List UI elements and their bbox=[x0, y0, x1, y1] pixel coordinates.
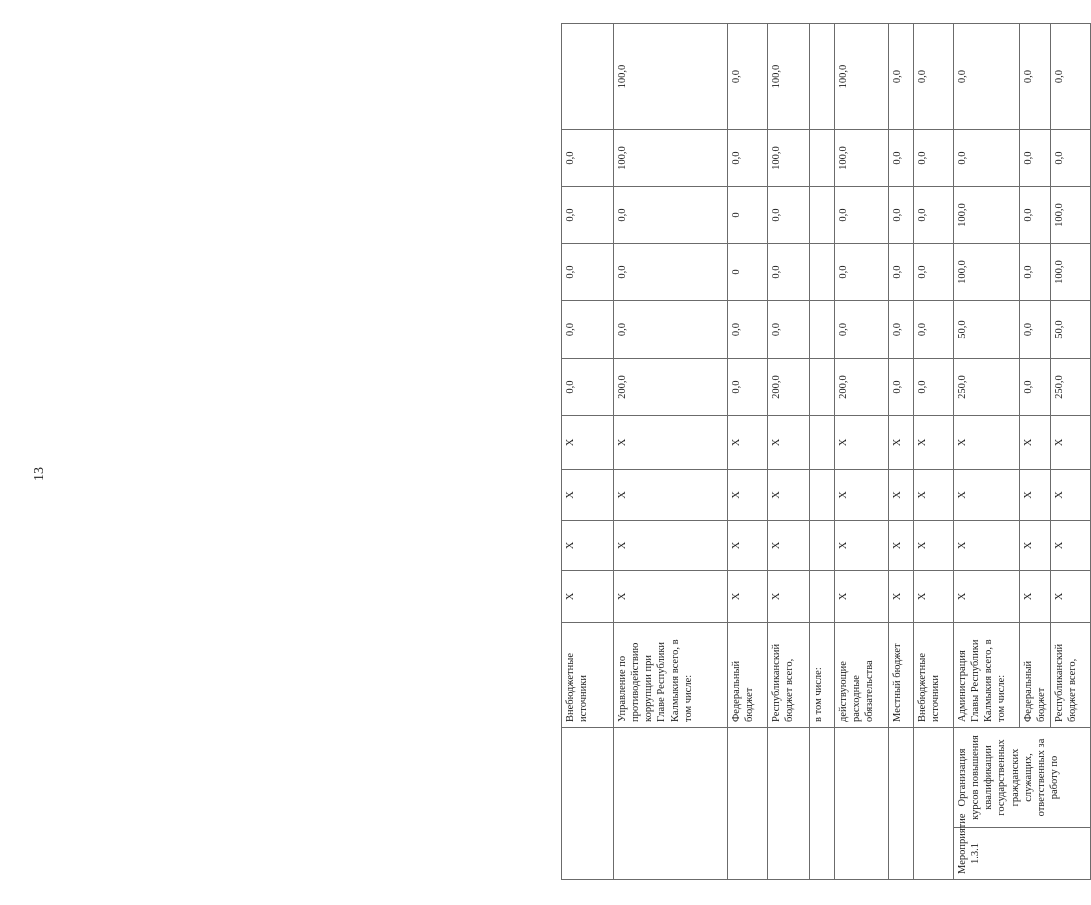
empty-cell bbox=[810, 244, 835, 301]
value-cell: 100,0 bbox=[768, 130, 810, 187]
value-cell: X bbox=[1051, 416, 1091, 470]
empty-cell bbox=[810, 521, 835, 571]
blank-cell bbox=[835, 728, 889, 880]
value-cell: X bbox=[914, 571, 954, 623]
value-cell: 0,0 bbox=[889, 301, 914, 359]
funding-source-cell: Управление по противодействию коррупции при Главе Республики Калмыкия всего, в том числе: bbox=[614, 623, 728, 728]
value-cell: X bbox=[954, 521, 1020, 571]
value-cell: X bbox=[1051, 470, 1091, 521]
value-cell: 0,0 bbox=[562, 301, 614, 359]
value-cell: X bbox=[1051, 521, 1091, 571]
table-row bbox=[889, 24, 914, 880]
empty-cell bbox=[810, 359, 835, 416]
value-cell: X bbox=[889, 470, 914, 521]
value-cell: X bbox=[728, 571, 768, 623]
table-row bbox=[768, 24, 810, 880]
blank-cell bbox=[768, 728, 810, 880]
value-cell: X bbox=[768, 571, 810, 623]
value-cell: 0,0 bbox=[914, 301, 954, 359]
value-cell: X bbox=[889, 416, 914, 470]
blank-cell bbox=[562, 728, 614, 880]
blank-cell bbox=[728, 728, 768, 880]
value-cell: 0,0 bbox=[1020, 244, 1051, 301]
value-cell: X bbox=[954, 470, 1020, 521]
funding-source-cell: в том числе: bbox=[810, 623, 835, 728]
empty-cell bbox=[810, 130, 835, 187]
empty-cell bbox=[810, 187, 835, 244]
value-cell: X bbox=[728, 521, 768, 571]
value-cell: 0,0 bbox=[728, 130, 768, 187]
value-cell: 0,0 bbox=[914, 187, 954, 244]
value-cell: 250,0 bbox=[1051, 359, 1091, 416]
funding-source-cell: Федеральный бюджет bbox=[1020, 623, 1051, 728]
empty-cell bbox=[562, 24, 614, 130]
value-cell: 100,0 bbox=[835, 24, 889, 130]
value-cell: X bbox=[614, 416, 728, 470]
activity-code-cell: Мероприятие 1.3.1 bbox=[954, 828, 1091, 880]
page-number: 13 bbox=[32, 467, 47, 481]
funding-source-cell: Внебюджетные источники bbox=[562, 623, 614, 728]
value-cell: X bbox=[835, 521, 889, 571]
table-row bbox=[728, 24, 768, 880]
value-cell: X bbox=[562, 521, 614, 571]
value-cell: 0,0 bbox=[1020, 130, 1051, 187]
value-cell: X bbox=[835, 470, 889, 521]
value-cell: 0,0 bbox=[889, 130, 914, 187]
funding-source-cell: Внебюджетные источники bbox=[914, 623, 954, 728]
funding-source-cell: Местный бюджет bbox=[889, 623, 914, 728]
value-cell: 0,0 bbox=[728, 359, 768, 416]
value-cell: 50,0 bbox=[954, 301, 1020, 359]
value-cell: X bbox=[728, 416, 768, 470]
value-cell: X bbox=[1051, 571, 1091, 623]
value-cell: 0,0 bbox=[914, 24, 954, 130]
value-cell: 0,0 bbox=[1051, 24, 1091, 130]
value-cell: X bbox=[1020, 416, 1051, 470]
empty-cell bbox=[810, 24, 835, 130]
value-cell: 0,0 bbox=[914, 244, 954, 301]
value-cell: X bbox=[1020, 571, 1051, 623]
value-cell: 0,0 bbox=[768, 244, 810, 301]
value-cell: 200,0 bbox=[614, 359, 728, 416]
value-cell: X bbox=[835, 571, 889, 623]
value-cell: X bbox=[562, 571, 614, 623]
value-cell: 0,0 bbox=[1020, 301, 1051, 359]
value-cell: X bbox=[1020, 470, 1051, 521]
value-cell: 0,0 bbox=[1020, 359, 1051, 416]
value-cell: 200,0 bbox=[835, 359, 889, 416]
funding-source-cell: действующие расходные обязательства bbox=[835, 623, 889, 728]
value-cell: 0,0 bbox=[728, 301, 768, 359]
value-cell: X bbox=[914, 470, 954, 521]
value-cell: X bbox=[954, 571, 1020, 623]
landscape-table-area bbox=[561, 24, 1079, 880]
value-cell: 0 bbox=[728, 187, 768, 244]
value-cell: 0,0 bbox=[728, 24, 768, 130]
blank-cell bbox=[889, 728, 914, 880]
value-cell: 0,0 bbox=[914, 130, 954, 187]
value-cell: 0,0 bbox=[562, 359, 614, 416]
value-cell: 0,0 bbox=[562, 130, 614, 187]
value-cell: 0,0 bbox=[914, 359, 954, 416]
table-row bbox=[835, 24, 889, 880]
value-cell: X bbox=[954, 416, 1020, 470]
value-cell: 0,0 bbox=[1051, 130, 1091, 187]
value-cell: X bbox=[914, 416, 954, 470]
value-cell: X bbox=[562, 416, 614, 470]
value-cell: 0,0 bbox=[768, 301, 810, 359]
value-cell: 0,0 bbox=[614, 187, 728, 244]
value-cell: 100,0 bbox=[614, 130, 728, 187]
empty-cell bbox=[810, 416, 835, 470]
value-cell: 0,0 bbox=[768, 187, 810, 244]
value-cell: 0,0 bbox=[562, 187, 614, 244]
value-cell: 100,0 bbox=[768, 24, 810, 130]
value-cell: 0,0 bbox=[954, 130, 1020, 187]
value-cell: 0,0 bbox=[835, 187, 889, 244]
value-cell: 0,0 bbox=[889, 359, 914, 416]
value-cell: X bbox=[562, 470, 614, 521]
value-cell: 100,0 bbox=[614, 24, 728, 130]
funding-source-cell: Республиканский бюджет всего, bbox=[1051, 623, 1091, 728]
value-cell: 0,0 bbox=[562, 244, 614, 301]
funding-source-cell: Федеральный бюджет bbox=[728, 623, 768, 728]
empty-cell bbox=[810, 301, 835, 359]
value-cell: X bbox=[1020, 521, 1051, 571]
value-cell: 50,0 bbox=[1051, 301, 1091, 359]
blank-cell bbox=[614, 728, 728, 880]
value-cell: 0 bbox=[728, 244, 768, 301]
value-cell: X bbox=[914, 521, 954, 571]
value-cell: 0,0 bbox=[614, 301, 728, 359]
blank-cell bbox=[914, 728, 954, 880]
value-cell: X bbox=[889, 521, 914, 571]
table-row bbox=[914, 24, 954, 880]
value-cell: X bbox=[614, 571, 728, 623]
value-cell: 0,0 bbox=[1020, 187, 1051, 244]
value-cell: 0,0 bbox=[889, 244, 914, 301]
table-row bbox=[562, 24, 614, 880]
value-cell: X bbox=[728, 470, 768, 521]
value-cell: 100,0 bbox=[1051, 244, 1091, 301]
value-cell: 0,0 bbox=[889, 24, 914, 130]
value-cell: 0,0 bbox=[835, 301, 889, 359]
table-row bbox=[614, 24, 728, 880]
value-cell: 0,0 bbox=[954, 24, 1020, 130]
table-row bbox=[954, 24, 1020, 880]
empty-cell bbox=[810, 470, 835, 521]
table-row bbox=[810, 24, 835, 880]
value-cell: X bbox=[835, 416, 889, 470]
value-cell: 0,0 bbox=[889, 187, 914, 244]
value-cell: 100,0 bbox=[954, 244, 1020, 301]
budget-table bbox=[561, 23, 1091, 880]
value-cell: X bbox=[889, 571, 914, 623]
activity-description-cell: Организация курсов повышения квалификации государственных гражданских служащих, ответственных за работу по bbox=[954, 728, 1091, 828]
value-cell: 100,0 bbox=[954, 187, 1020, 244]
value-cell: X bbox=[768, 416, 810, 470]
value-cell: X bbox=[614, 521, 728, 571]
empty-cell bbox=[810, 571, 835, 623]
funding-source-cell: Республиканский бюджет всего, bbox=[768, 623, 810, 728]
funding-source-cell: Администрация Главы Республики Калмыкия всего, в том числе: bbox=[954, 623, 1020, 728]
value-cell: 0,0 bbox=[835, 244, 889, 301]
value-cell: X bbox=[614, 470, 728, 521]
value-cell: 0,0 bbox=[1020, 24, 1051, 130]
value-cell: X bbox=[768, 521, 810, 571]
value-cell: 100,0 bbox=[1051, 187, 1091, 244]
value-cell: X bbox=[768, 470, 810, 521]
value-cell: 0,0 bbox=[614, 244, 728, 301]
value-cell: 200,0 bbox=[768, 359, 810, 416]
value-cell: 250,0 bbox=[954, 359, 1020, 416]
value-cell: 100,0 bbox=[835, 130, 889, 187]
blank-cell bbox=[810, 728, 835, 880]
